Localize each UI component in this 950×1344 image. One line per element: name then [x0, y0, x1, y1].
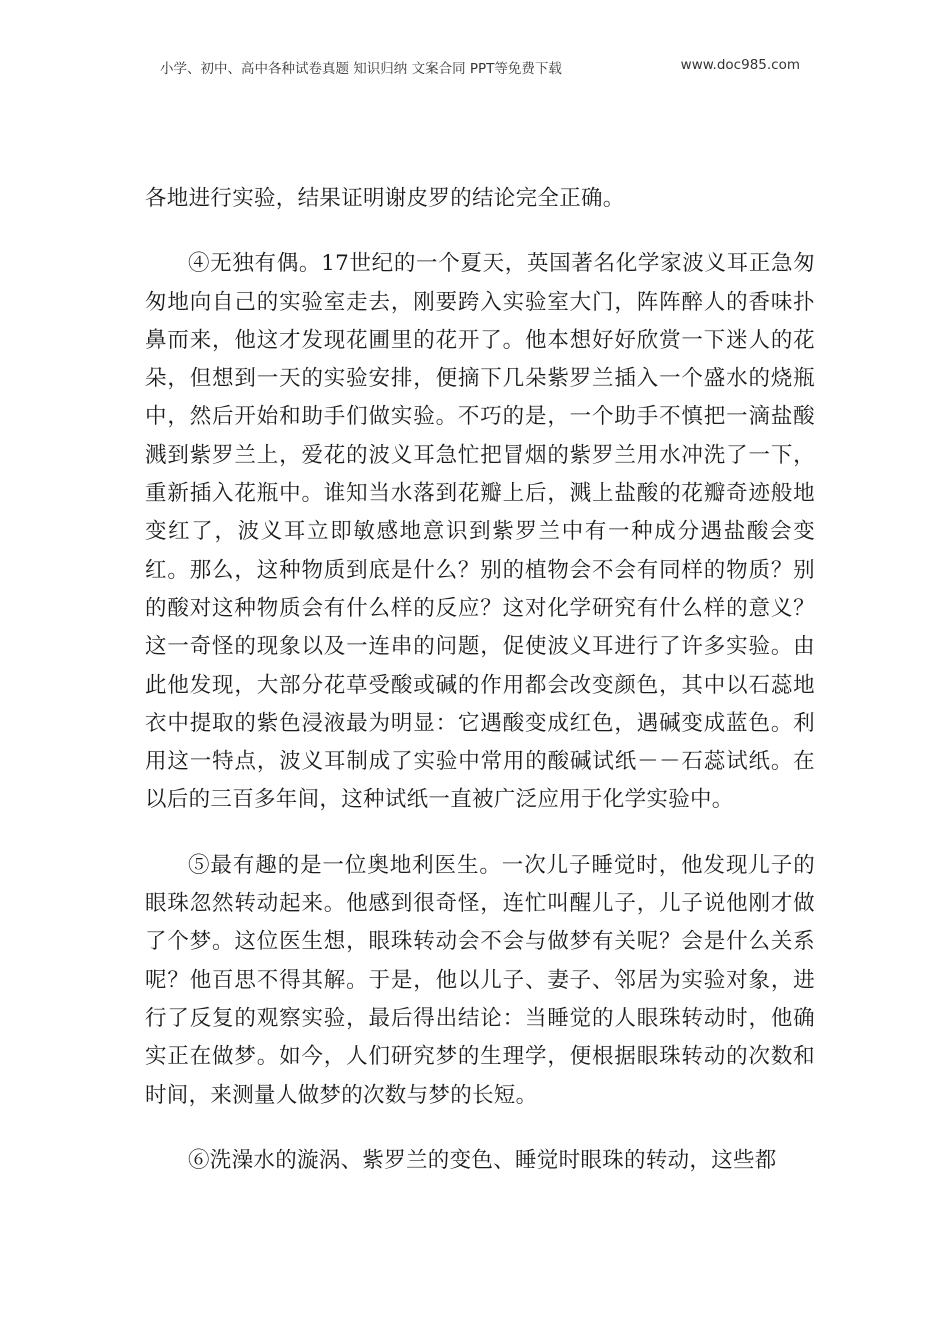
paragraph-6: ⑥洗澡水的漩涡、紫罗兰的变色、睡觉时眼珠的转动，这些都 [188, 1147, 777, 1173]
article-body [145, 180, 815, 1207]
paragraph-continuation: 各地进行实验，结果证明谢皮罗的结论完全正确。 [145, 186, 625, 211]
page-header [160, 57, 800, 77]
header-text: 小学、初中、高中各种试卷真题 知识归纳 文案合同 PPT等免费下载 [160, 61, 562, 77]
header-site-url[interactable]: www.doc985.com [680, 57, 800, 73]
paragraph-5: ⑤最有趣的是一位奥地利医生。一次儿子睡觉时，他发现儿子的眼珠忽然转动起来。他感到很奇怪，连忙叫醒儿子，儿子说他刚才做了个梦。这位医生想，眼珠转动会不会与做梦有关呢？会是什么关系呢？他百思不得其解。于是，他以儿子、妻子、邻居为实验对象，进行了反复的观察实验，最后得出结论：当睡觉的人眼珠转动时，他确实正在做梦。如今，人们研究梦的生理学，便根据眼珠转动的次数和时间，来测量人做梦的次数与梦的长短。 [145, 852, 815, 1108]
paragraph-4: ④无独有偶。17世纪的一个夏天，英国著名化学家波义耳正急匆匆地向自己的实验室走去，刚要跨入实验室大门，阵阵醉人的香味扑鼻而来，他这才发现花圃里的花开了。他本想好好欣赏一下迷人的花朵，但想到一天的实验安排，便摘下几朵紫罗兰插入一个盛水的烧瓶中，然后开始和助手们做实验。不巧的是，一个助手不慎把一滴盐酸溅到紫罗兰上，爱花的波义耳急忙把冒烟的紫罗兰用水冲洗了一下，重新插入花瓶中。谁知当水落到花瓣上后，溅上盐酸的花瓣奇迹般地变红了，波义耳立即敏感地意识到紫罗兰中有一种成分遇盐酸会变红。那么，这种物质到底是什么？别的植物会不会有同样的物质？别的酸对这种物质会有什么样的反应？这对化学研究有什么样的意义？这一奇怪的现象以及一连串的问题，促使波义耳进行了许多实验。由此他发现，大部分花草受酸或碱的作用都会改变颜色，其中以石蕊地衣中提取的紫色浸液最为明显：它遇酸变成红色，遇碱变成蓝色。利用这一特点，波义耳制成了实验中常用的酸碱试纸－－石蕊试纸。在以后的三百多年间，这种试纸一直被广泛应用于化学实验中。 [145, 251, 815, 813]
